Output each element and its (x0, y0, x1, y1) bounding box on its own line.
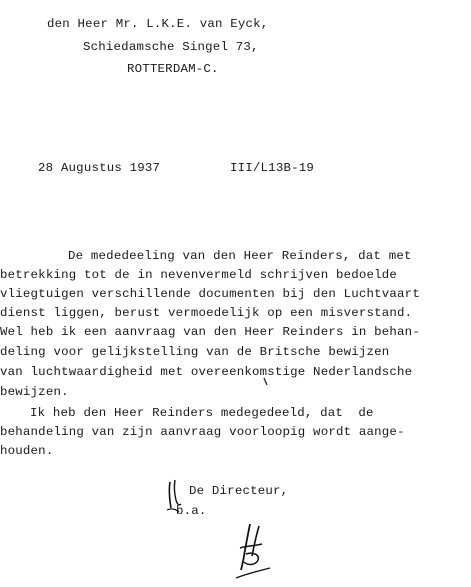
body-line: Wel heb ik een aanvraag van den Heer Reinders in behan- (0, 325, 420, 339)
body-line: behandeling van zijn aanvraag voorloopig wordt aange- (0, 425, 405, 439)
body-line: houden. (0, 444, 54, 458)
address-line-name: den Heer Mr. L.K.E. van Eyck, (47, 17, 269, 31)
closing-ba: b.a. (176, 504, 207, 518)
body-line: deling voor gelijkstelling van de Britsche bewijzen (0, 345, 390, 359)
body-line: De mededeeling van den Heer Reinders, dat met (68, 249, 412, 263)
body-line: betrekking tot de in nevenvermeld schrijven bedoelde (0, 268, 398, 282)
body-line: dienst liggen, berust vermoedelijk op een misverstand. (0, 306, 413, 320)
letter-date: 28 Augustus 1937 (38, 161, 161, 175)
body-line: vliegtuigen verschillende documenten bij den Luchtvaart (0, 287, 420, 301)
body-line: Ik heb den Heer Reinders medegedeeld, dat de (30, 406, 374, 420)
address-line-city: ROTTERDAM-C. (127, 62, 219, 76)
ink-tick-mark (262, 377, 270, 387)
closing-title: De Directeur, (189, 484, 289, 498)
body-line: bewijzen. (0, 385, 69, 399)
handwritten-initials (158, 478, 188, 518)
address-line-street: Schiedamsche Singel 73, (83, 40, 259, 54)
handwritten-signature (232, 522, 274, 582)
body-line: van luchtwaardigheid met overeenkomstige Nederlandsche (0, 365, 413, 379)
reference-number: III/L13B-19 (230, 161, 314, 175)
